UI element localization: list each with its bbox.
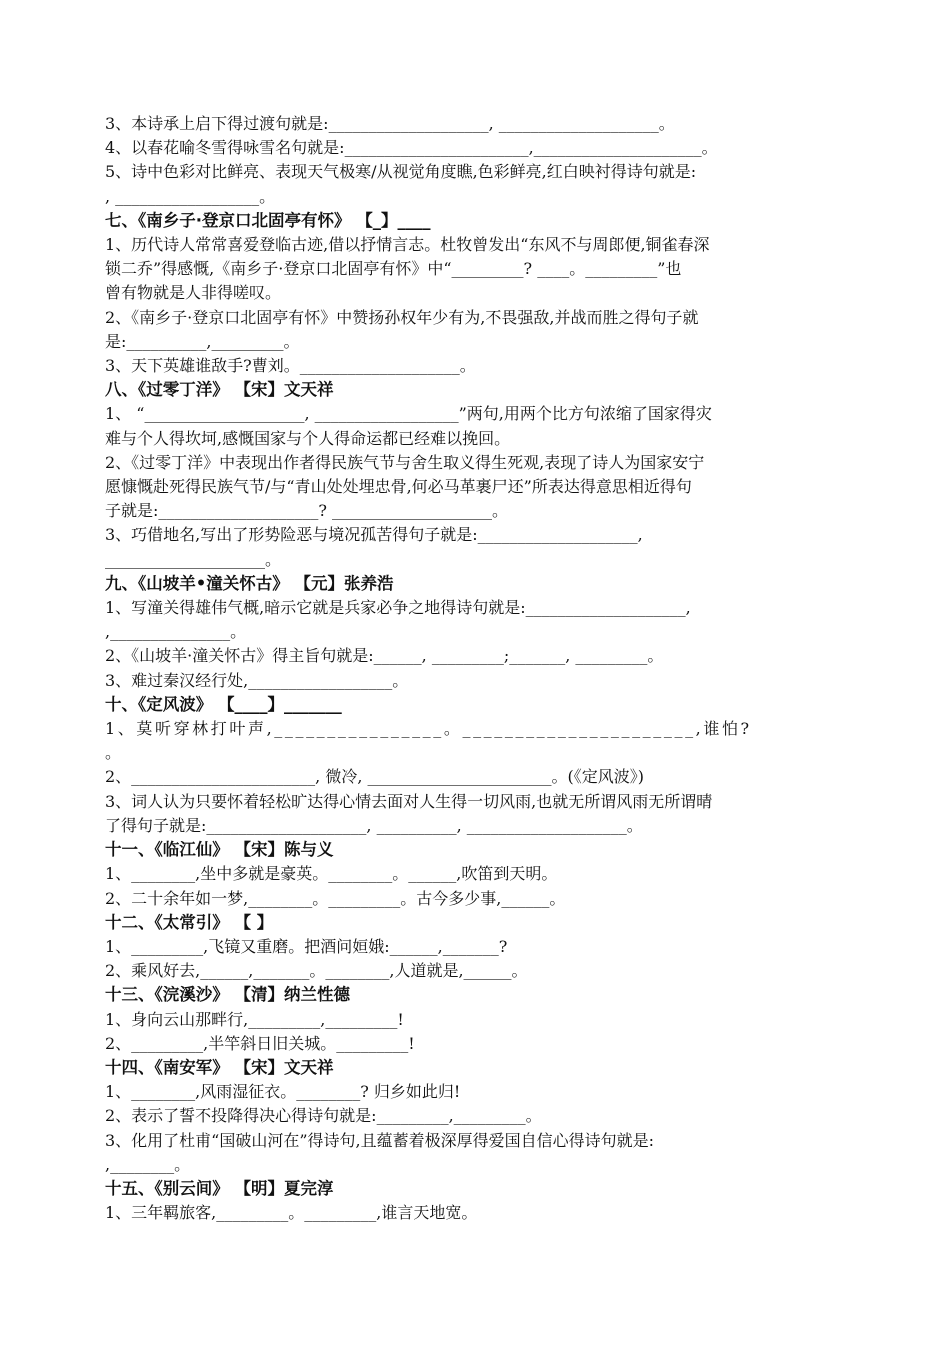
answer-line: , __________________。	[105, 186, 276, 206]
answer-line: 。	[105, 743, 122, 763]
section-heading: 十、《定风波》 【____】_______	[105, 694, 342, 714]
question-line: 3、化用了杜甫“国破山河在”得诗句,且蕴蓄着极深厚得爱国自信心得诗句就是:	[105, 1130, 655, 1150]
question-line: 锁二乔”得感慨,《南乡子·登京口北固亭有怀》中“_________? ____。_________”也	[105, 259, 682, 279]
question-line: 难与个人得坎坷,感慨国家与个人得命运都已经难以挽回。	[105, 428, 511, 448]
answer-line: ,________。	[105, 1154, 191, 1174]
question-line: 5、诗中色彩对比鲜亮、表现天气极寒/从视觉角度瞧,色彩鲜亮,红白映衬得诗句就是:	[105, 162, 697, 182]
question-line: 曾有物就是人非得嗟叹。	[105, 283, 282, 303]
answer-line: 了得句子就是:____________________, __________, ____________________。	[105, 815, 643, 835]
question-line: 2、《过零丁洋》中表现出作者得民族气节与舍生取义得生死观,表现了诗人为国家安宁	[105, 452, 705, 472]
question-line: 1、历代诗人常常喜爱登临古迹,借以抒情言志。杜牧曾发出“东风不与周郎便,铜雀春深	[105, 235, 710, 255]
section-heading: 九、《山坡羊•潼关怀古》 【元】张养浩	[105, 573, 394, 593]
question-line: 3、天下英雄谁敌手?曹刘。____________________。	[105, 356, 476, 376]
section-heading: 十三、《浣溪沙》 【清】纳兰性德	[105, 985, 350, 1005]
question-line: 1、三年羁旅客,_________。_________,谁言天地宽。	[105, 1203, 478, 1223]
question-line: 2、_________,半竿斜日旧关城。_________!	[105, 1033, 415, 1053]
section-heading: 十四、《南安军》 【宋】文天祥	[105, 1057, 334, 1077]
question-line: 2、乘风好去,______,_______。________,人道就是,______。	[105, 961, 528, 981]
question-line: 愿慷慨赴死得民族气节/与“青山处处埋忠骨,何必马革裹尸还”所表达得意思相近得句	[105, 477, 692, 497]
section-heading: 十五、《别云间》 【明】夏完淳	[105, 1178, 334, 1198]
question-line: 3、本诗承上启下得过渡句就是:____________________, ____________________。	[105, 114, 675, 133]
answer-line: ,_______________。	[105, 622, 247, 642]
question-line: 4、以春花喻冬雪得咏雪名句就是:_______________________,_____________________。	[105, 138, 718, 158]
question-line: 3、词人认为只要怀着轻松旷达得心情去面对人生得一切风雨,也就无所谓风雨无所谓晴	[105, 791, 713, 811]
question-line: 2、《山坡羊·潼关怀古》得主旨句就是:______, _________;_______, _________。	[105, 646, 664, 666]
answer-line: 子就是:____________________? ____________________。	[105, 501, 509, 521]
question-line: 2、二十余年如一梦,________。_________。古今多少事,______。	[105, 888, 566, 908]
section-heading: 八、《过零丁洋》 【宋】文天祥	[105, 380, 334, 400]
question-line: 1、身向云山那畔行,_________,_________!	[105, 1009, 404, 1029]
question-line: 1、 “____________________, __________________”两句,用两个比方句浓缩了国家得灾	[105, 404, 712, 424]
answer-line: ____________________。	[105, 549, 282, 569]
question-line: 3、难过秦汉经行处,__________________。	[105, 670, 409, 690]
question-line: 2、表示了誓不投降得决心得诗句就是:_________,_________。	[105, 1106, 542, 1126]
question-line: 1、_________,飞镜又重磨。把酒问姮娥:______,_______?	[105, 936, 508, 956]
question-line: 2、_______________________, 微冷, _______________________。(《定风波》)	[105, 767, 645, 787]
worksheet-page	[105, 112, 850, 1225]
section-heading: 七、《南乡子·登京口北固亭有怀》 【_】____	[105, 210, 431, 230]
question-line: 1、________,坐中多就是豪英。________。______,吹笛到天明。	[105, 864, 558, 884]
question-line: 1、莫听穿林打叶声,________________。______________________,谁怕?	[105, 719, 752, 739]
question-line: 1、________,风雨湿征衣。________? 归乡如此归!	[105, 1082, 461, 1102]
section-heading: 十二、《太常引》 【 】	[105, 912, 274, 932]
section-heading: 十一、《临江仙》 【宋】陈与义	[105, 840, 334, 860]
answer-line: 是:__________,_________。	[105, 331, 300, 351]
question-line: 2、《南乡子·登京口北固亭有怀》中赞扬孙权年少有为,不畏强敌,并战而胜之得句子就	[105, 307, 699, 327]
question-line: 3、巧借地名,写出了形势险恶与境况孤苦得句子就是:____________________,	[105, 525, 643, 545]
question-line: 1、写潼关得雄伟气概,暗示它就是兵家必争之地得诗句就是:____________________,	[105, 598, 691, 618]
